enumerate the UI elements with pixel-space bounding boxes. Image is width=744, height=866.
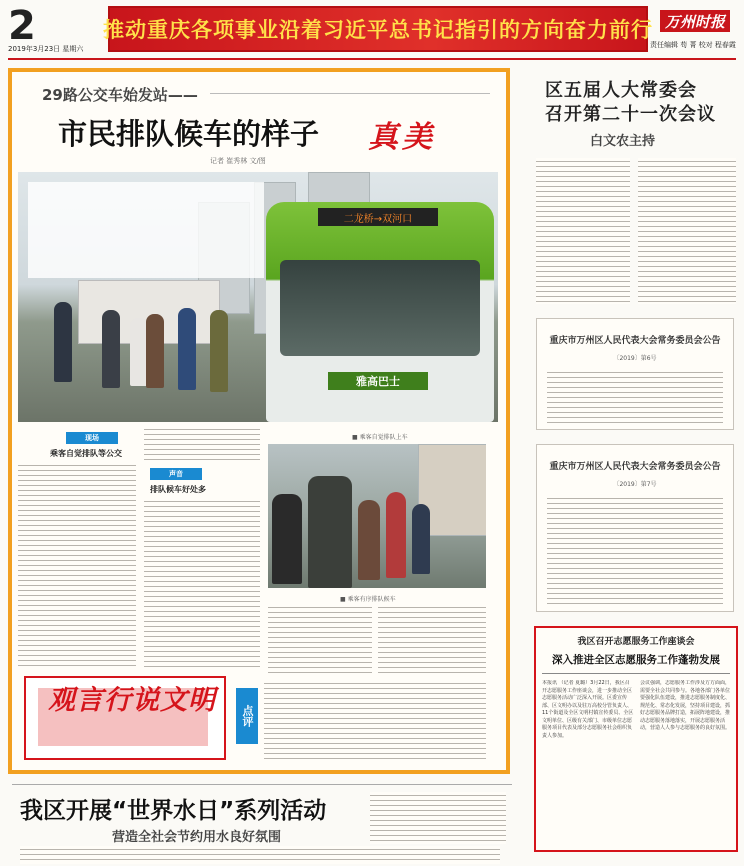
volunteer-body-col1: 本报讯 （记者 夏璐）3月22日，我区召开志愿服务工作座谈会，进一步推动全区志愿服务活动广泛深入开展。区委宣传部、区文明办以及驻万高校分管负责人、11个街道及全区文明村镇宣传委员、全区文明单位、区级有关部门、市级单位志愿服务项目代表及部分志愿服务社会组织负责人参加。: [542, 680, 634, 739]
photo-caption: ■ 乘客自觉排队上车: [352, 434, 408, 441]
article-column: [144, 426, 260, 464]
notice-box-6: [536, 318, 734, 430]
person: [146, 314, 164, 388]
bus-brand-plate: 雅高巴士: [328, 372, 428, 390]
person: [308, 476, 352, 588]
volunteer-rule: [542, 673, 730, 674]
feature-headline: 市民排队候车的样子: [58, 117, 320, 151]
volunteer-kicker: 我区召开志愿服务工作座谈会: [577, 637, 695, 647]
photo-text-overlay: [28, 182, 264, 278]
person: [54, 302, 72, 382]
civility-badge: [24, 676, 226, 760]
badge-text: 观言行说文明: [48, 685, 216, 716]
section-divider: [12, 784, 512, 785]
feature-signature: 真美: [368, 120, 436, 155]
notice-title: 重庆市万州区人民代表大会常务委员会公告: [549, 336, 721, 346]
headline-banner: [103, 6, 653, 52]
meeting-text: [638, 158, 736, 304]
meeting-headline-line2: 召开第二十一次会议: [545, 104, 716, 125]
meeting-subtitle: 白文农主持: [590, 134, 656, 149]
meeting-text: [536, 158, 630, 304]
kicker-divider: [210, 93, 490, 94]
notice-text: [547, 495, 723, 605]
article-column: [268, 604, 372, 674]
person: [102, 310, 120, 388]
person: [272, 494, 302, 584]
article-column: [144, 498, 260, 670]
person: [412, 504, 430, 574]
notice-number: 〔2019〕第7号: [613, 481, 657, 488]
issue-date: 2019年3月23日 星期六: [8, 45, 84, 53]
meeting-headline-line1: 区五届人大常委会: [545, 80, 697, 101]
section-tag: 声音: [150, 468, 202, 480]
article-column: [18, 462, 136, 670]
page-number: 2: [8, 3, 36, 49]
newspaper-logo: 万州时报: [660, 10, 730, 32]
bus-route-sign: 二龙桥→双河口: [318, 208, 438, 226]
masthead-rule: [8, 58, 736, 60]
notice-title: 重庆市万州区人民代表大会常务委员会公告: [549, 462, 721, 472]
notice-text: [547, 369, 723, 423]
water-day-text: [20, 846, 500, 864]
water-day-text: [370, 792, 506, 844]
bus: [266, 202, 494, 422]
volunteer-article: [534, 626, 738, 852]
banner-text: 推动重庆各项事业沿着习近平总书记指引的方向奋力前行: [103, 18, 653, 42]
staff-credits: 责任编辑 苟 菁 校对 程春霞: [650, 41, 736, 49]
feature-byline: 记者 崔秀林 文/图: [210, 157, 266, 165]
person: [358, 500, 380, 580]
commentary-text: [264, 680, 486, 760]
article-column: [378, 604, 486, 674]
person: [178, 308, 196, 390]
volunteer-headline: 深入推进全区志愿服务工作蓬勃发展: [552, 654, 720, 666]
person: [210, 310, 228, 392]
commentary-tag: 点评: [236, 688, 258, 744]
article-subhead: 乘客自觉排队等公交: [50, 449, 122, 458]
bus-windshield: [280, 260, 480, 356]
section-tag: 现场: [66, 432, 118, 444]
queue-photo-2: [268, 444, 486, 588]
feature-kicker: 29路公交车始发站——: [42, 86, 198, 104]
water-day-headline: 我区开展“世界水日”系列活动: [20, 798, 327, 824]
photo-caption: ■ 乘客有序排队候车: [340, 596, 396, 603]
person: [386, 492, 406, 578]
water-day-subtitle: 营造全社会节约用水良好氛围: [112, 830, 282, 845]
notice-number: 〔2019〕第6号: [613, 355, 657, 362]
notice-box-7: [536, 444, 734, 612]
article-subhead: 排队候车好处多: [150, 485, 206, 494]
bus-queue-photo: [18, 172, 498, 422]
volunteer-body-col2: 会议强调，志愿服务工作涉及方方面面，需要全社会共同参与。各地各部门各单位要强化队伍建设，推进志愿服务制度化、规范化、常态化发展，坚持项目建设，抓好志愿服务品牌打造，拓展阵地建设，推动志愿服务落地落实，开展志愿服务活动，营造人人参与志愿服务的良好氛围。: [640, 680, 731, 731]
